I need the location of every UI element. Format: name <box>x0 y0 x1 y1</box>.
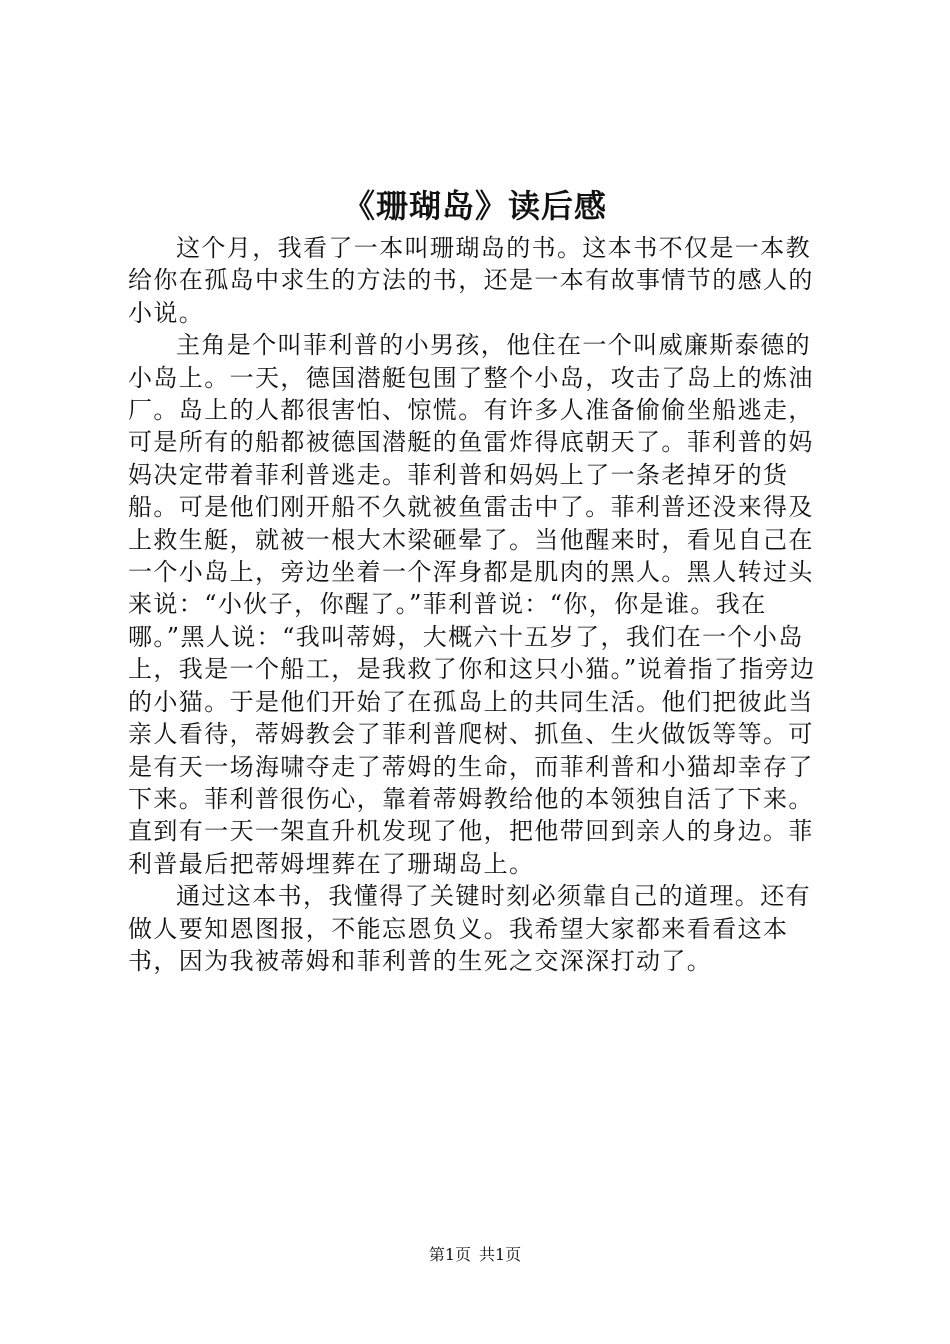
page-total: 共1页 <box>479 1245 522 1264</box>
document-title: 《珊瑚岛》读后感 <box>342 187 607 225</box>
page-footer <box>0 1244 950 1266</box>
document-body <box>128 232 832 977</box>
paragraph-3: 通过这本书，我懂得了关键时刻必须靠自己的道理。还有做人要知恩图报，不能忘恩负义。我希望大家都来看看这本书，因为我被蒂姆和菲利普的生死之交深深打动了。 <box>128 882 811 975</box>
paragraph-1: 这个月，我看了一本叫珊瑚岛的书。这本书不仅是一本教给你在孤岛中求生的方法的书，还是一本有故事情节的感人的小说。 <box>128 234 814 327</box>
page-number: 第1页 <box>428 1245 471 1264</box>
paragraph-2: 主角是个叫菲利普的小男孩，他住在一个叫威廉斯泰德的小岛上。一天，德国潜艇包围了整个小岛，攻击了岛上的炼油厂。岛上的人都很害怕、惊慌。有许多人准备偷偷坐船逃走，可是所有的船都被德国潜艇的鱼雷炸得底朝天了。菲利普的妈妈决定带着菲利普逃走。菲利普和妈妈上了一条老掉牙的货船。可是他们刚开船不久就被鱼雷击中了。菲利普还没来得及上救生艇，就被一根大木梁砸晕了。当他醒来时，看见自己在一个小岛上，旁边坐着一个浑身都是肌肉的黑人。黑人转过头来说：“小伙子，你醒了。”菲利普说：“你，你是谁。我在哪。”黑人说：“我叫蒂姆，大概六十五岁了，我们在一个小岛上，我是一个船工，是我救了你和这只小猫。”说着指了指旁边的小猫。于是他们开始了在孤岛上的共同生活。他们把彼此当亲人看待，蒂姆教会了菲利普爬树、抓鱼、生火做饭等等。可是有天一场海啸夺走了蒂姆的生命，而菲利普和小猫却幸存了下来。菲利普很伤心，靠着蒂姆教给他的本领独自活了下来。直到有一天一架直升机发现了他，把他带回到亲人的身边。菲利普最后把蒂姆埋葬在了珊瑚岛上。 <box>128 331 816 878</box>
